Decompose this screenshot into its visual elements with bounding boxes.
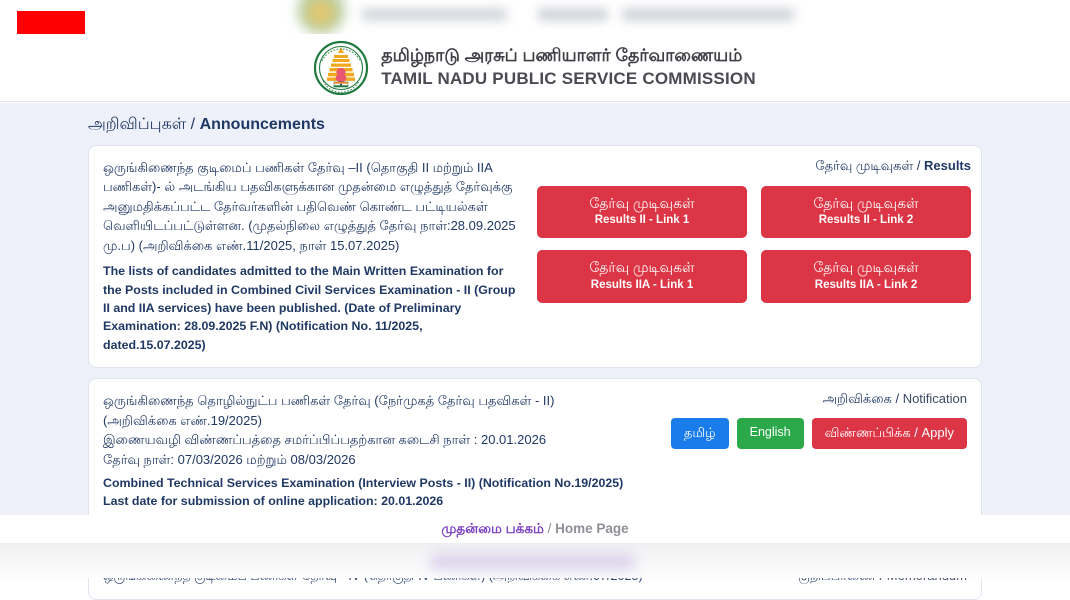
announcement-english-line-2: Last date for submission of online application: 20.01.2026 (103, 494, 444, 509)
announcement-card-results (88, 145, 982, 368)
button-label-english: Results II - Link 1 (594, 214, 690, 227)
announcement-actions (662, 391, 967, 448)
page-footer (0, 515, 1070, 543)
notification-label-separator: / (891, 391, 903, 407)
site-header (0, 34, 1070, 102)
home-page-link-tamil: முதன்மை பக்கம் (441, 521, 544, 537)
announcement-text (103, 158, 523, 354)
announcement-text-tamil (103, 391, 648, 469)
home-page-link-english: Home Page (555, 521, 629, 537)
results-label-tamil: தேர்வு முடிவுகள் (815, 157, 914, 173)
home-page-link[interactable] (441, 520, 628, 538)
button-label-tamil: தேர்வு முடிவுகள் (813, 194, 919, 211)
results-iia-link-1-button[interactable] (537, 250, 747, 303)
background-ghost-text (538, 8, 608, 21)
announcement-text (103, 391, 648, 529)
button-label-english: Results IIA - Link 2 (814, 279, 918, 292)
results-ii-link-1-button[interactable] (537, 186, 747, 239)
english-notification-button[interactable]: English (737, 418, 804, 449)
background-ghost-text (430, 555, 635, 569)
section-title-announcements (88, 115, 1070, 136)
announcement-text-english: The lists of candidates admitted to the Main Written Examination for the Posts included in Combined Civil Services Examination - II (Group II and IIA services) have been published. (Date of Preliminary Examination: 28.09.2025 F.N) (Notification No. 11/2025, dated.15.07.2025) (103, 264, 516, 352)
notification-label-english: Notification (902, 391, 967, 407)
tamil-notification-button[interactable]: தமிழ் (671, 418, 729, 449)
header-titles (381, 45, 756, 89)
button-label-tamil: தேர்வு முடிவுகள் (589, 194, 695, 211)
results-ii-link-2-button[interactable] (761, 186, 971, 239)
announcement-tamil-line-2: (அறிவிக்கை எண்.19/2025) (103, 412, 262, 428)
background-ghost-emblem (297, 0, 345, 34)
background-blur-bottom (0, 543, 1070, 578)
announcement-tamil-line-3: இணையவழி விண்ணப்பத்தை சமர்ப்பிப்பதற்கான கடைசி நாள் : 20.01.2026 (103, 432, 547, 448)
announcement-tamil-line-4: தேர்வு நாள்: 07/03/2026 மற்றும் 08/03/2026 (103, 451, 356, 467)
notification-button-row (671, 418, 967, 449)
button-label-tamil: தேர்வு முடிவுகள் (813, 259, 919, 276)
background-ghost-text (622, 8, 794, 21)
announcement-english-line-1: Combined Technical Services Examination (Interview Posts - II) (Notification No.19/2025) (103, 476, 624, 491)
announcement-text-tamil: ஒருங்கிணைந்த குடிமைப் பணிகள் தேர்வு –II (தொகுதி II மற்றும் IIA பணிகள்)- ல் அடங்கிய பதவிகளுக்கான முதன்மை எழுத்துத் தேர்வுக்கு அனுமதிக்கப்பட்ட தேர்வர்களின் பதிவெண் கொண்ட பட்டியல்கள் வெளியிடப்பட்டுள்ளன. (முதல்நிலை எழுத்துத் தேர்வு நாள்:28.09.2025 மு.ப) (அறிவிக்கை எண்.11/2025, நாள் 15.07.2025) (103, 159, 516, 253)
header-title-english: TAMIL NADU PUBLIC SERVICE COMMISSION (381, 69, 756, 89)
announcement-tamil-line-1: ஒருங்கிணைந்த தொழில்நுட்ப பணிகள் தேர்வு (நேர்முகத் தேர்வு பதவிகள் - II) (103, 393, 555, 409)
home-page-link-separator: / (543, 521, 556, 537)
background-blur-top (0, 0, 1070, 34)
header-title-tamil: தமிழ்நாடு அரசுப் பணியாளர் தேர்வாணையம் (381, 45, 743, 66)
results-label (815, 158, 971, 175)
section-title-separator: / (186, 116, 200, 133)
section-title-english: Announcements (199, 116, 325, 133)
tamil-nadu-state-emblem-icon (314, 41, 368, 95)
background-ghost-text (362, 8, 507, 21)
announcement-actions (537, 158, 971, 303)
button-label-english: Results II - Link 2 (818, 214, 914, 227)
announcements-panel (0, 103, 1070, 515)
apply-button[interactable]: விண்ணப்பிக்க / Apply (812, 418, 967, 449)
button-label-english: Results IIA - Link 1 (590, 279, 694, 292)
results-button-grid (537, 186, 971, 303)
results-label-separator: / (913, 157, 925, 173)
section-title-tamil: அறிவிப்புகள் (88, 116, 187, 133)
notification-label (822, 391, 967, 408)
button-label-tamil: தேர்வு முடிவுகள் (589, 259, 695, 276)
notification-label-tamil: அறிவிக்கை (822, 391, 892, 407)
results-iia-link-2-button[interactable] (761, 250, 971, 303)
results-label-english: Results (924, 157, 971, 173)
